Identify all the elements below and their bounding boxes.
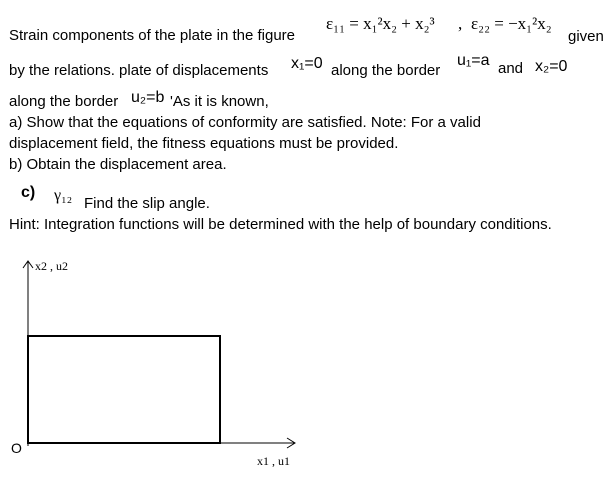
x-axis-label: x1 , u1 [257,454,290,468]
item-a-line1: a) Show that the equations of conformity are satisfied. Note: For a valid [9,114,481,131]
origin-label: O [11,440,22,456]
y-axis-label: x2 , u2 [35,259,68,273]
item-a-line2: displacement field, the fitness equations must be provided. [9,135,399,152]
line3-text: along the border [9,93,119,110]
plate-rectangle [28,336,220,443]
along-border-text: along the border [331,62,441,79]
hint-text: Hint: Integration functions will be determined with the help of boundary conditions. [9,216,552,233]
line2-text: by the relations. plate of displacements [9,62,269,79]
condition-x2-zero: x₂=0 [535,58,568,75]
as-known-text: 'As it is known, [170,93,269,110]
equation-epsilon-11: ε₁₁ = x₁²x₂ + x₂³ [326,14,435,33]
given-text: given [568,28,604,45]
item-c-text: Find the slip angle. [84,195,210,212]
and-text: and [498,60,524,77]
equation-comma: , [458,14,463,33]
item-c-gamma-symbol: γ₁₂ [54,187,73,204]
equation-epsilon-22: ε₂₂ = −x₁²x₂ [471,14,552,33]
condition-u1-a: u₁=a [457,52,490,69]
condition-x1-zero: x₁=0 [291,55,323,72]
line1-text: Strain components of the plate in the figure [9,27,296,44]
item-b: b) Obtain the displacement area. [9,156,227,173]
item-c-label: c) [21,184,36,201]
condition-u2-b: u₂=b [131,89,165,106]
